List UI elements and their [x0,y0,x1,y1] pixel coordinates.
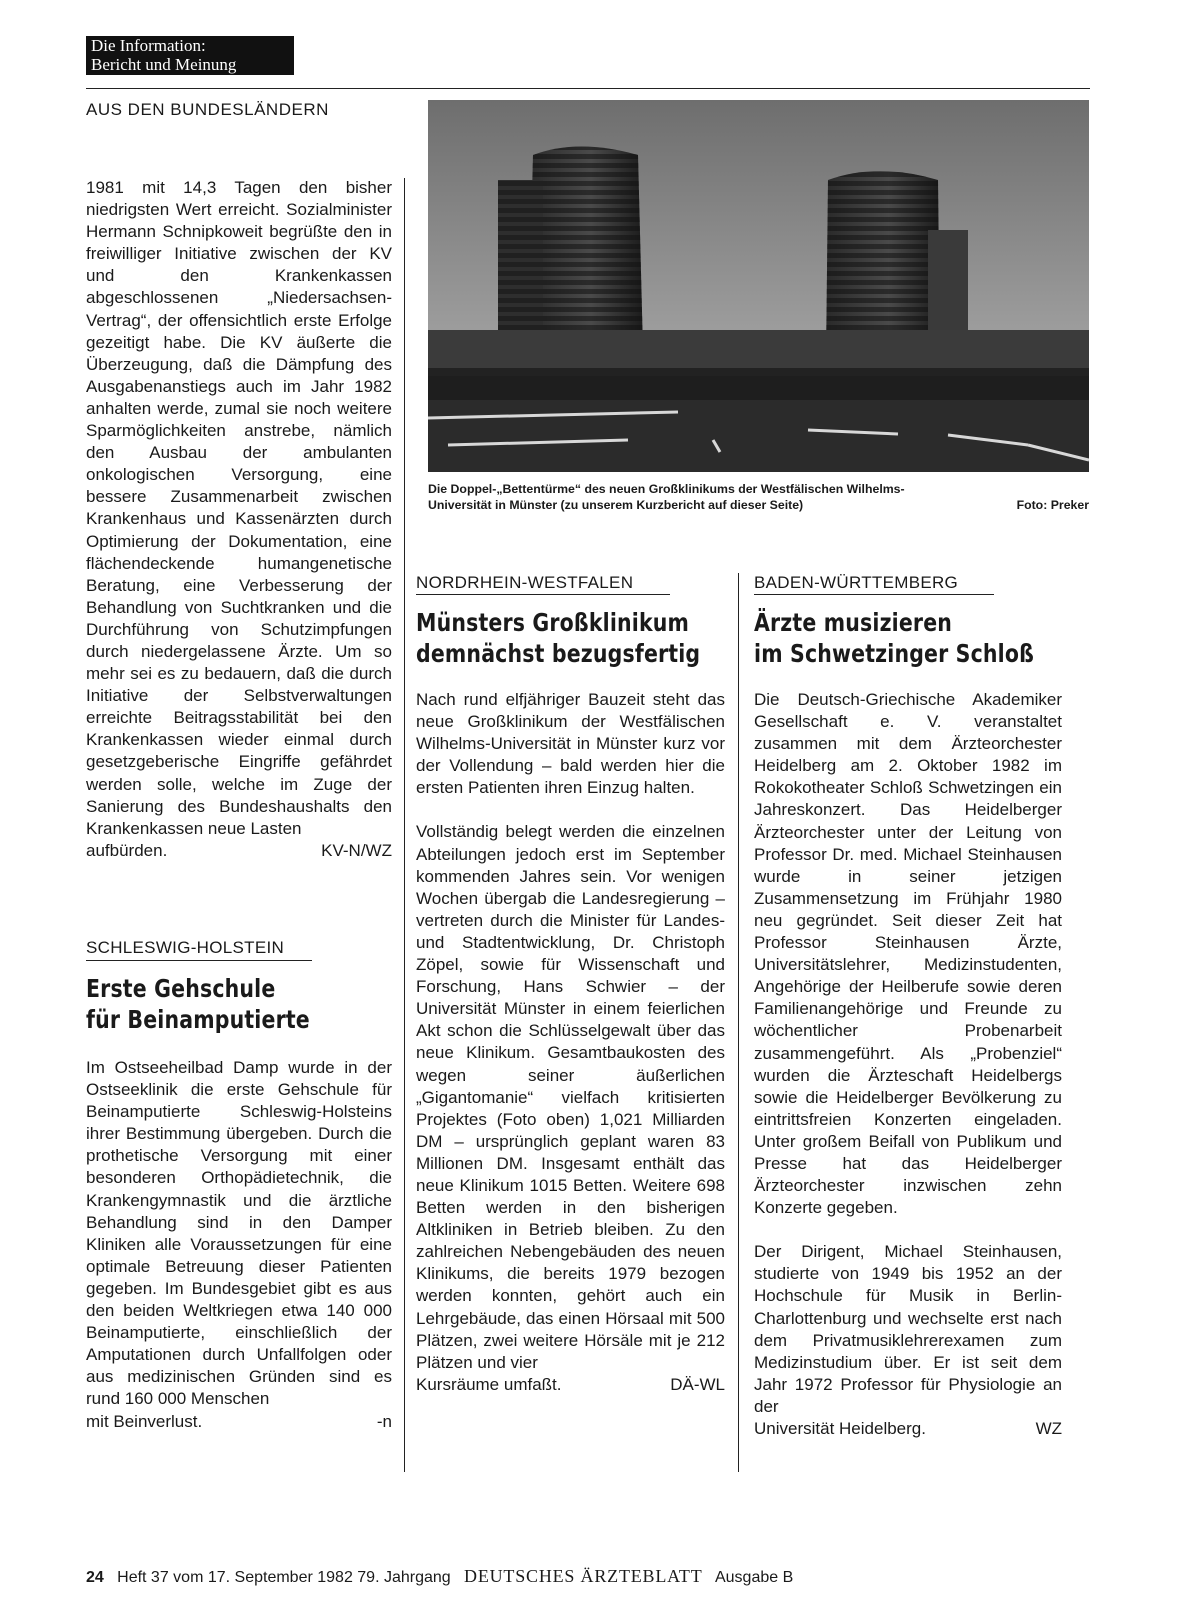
caption-line-1: Die Doppel-„Bettentürme“ des neuen Großklinikums der Westfälischen Wilhelms- [428,482,905,496]
col3-signature-row [754,1418,1062,1440]
kicker-bw: BADEN-WÜRTTEMBERG [754,573,959,592]
headline-gehschule [86,973,310,1035]
banner-line-1: Die Information: [91,36,206,55]
headline-muenster-line-1: Münsters Großklinikum [416,608,690,637]
col3-paragraph-2: Der Dirigent, Michael Steinhausen, studierte von 1949 bis 1952 an der Hochschule für Musik in Berlin-Charlottenburg und wechselte erst nach dem Privatmusiklehrerexamen zum Medizinstudium über. Er ist seit dem Jahr 1972 Professor für Physiologie an der [754,1242,1062,1416]
kicker-rule-2 [416,594,670,595]
section-banner [86,36,294,75]
caption-line-2-row [428,497,1089,513]
col1-paragraph-2: Im Ostseeheilbad Damp wurde in der Ostseeklinik die erste Gehschule für Beinamputierte Schleswig-Holsteins ihrer Bestimmung übergeben. Durch die prothetische Versorgung mit einer besonderen Orthopädietechnik, die Krankengymnastik und die ärztliche Behandlung sind in den Damper Kliniken alle Voraussetzungen für eine optimale Betreuung dieser Patienten gegeben. Im Bundesgebiet gibt es aus den beiden Weltkriegen etwa 140 000 Beinamputierte, einschließlich der Amputationen durch Unfallfolgen oder aus medizinischen Gründen sind es rund 160 000 Menschen [86,1058,392,1409]
col3-signature: WZ [1035,1419,1062,1438]
kicker-nrw: NORDRHEIN-WESTFALEN [416,573,634,592]
col3-paragraph-1: Die Deutsch-Griechische Akademiker Gesellschaft e. V. veranstaltet zusammen mit dem Ärzteorchester Heidelberg am 2. Oktober 1982 im Rokokotheater Schloß Schwetzingen ein Jahreskonzert. Das Heidelberger Ärzteorchester unter der Leitung von Professor Dr. med. Michael Steinhausen wurde in seiner jetzigen Zusammensetzung im Frühjahr 1980 neu gegründet. Seit dieser Zeit hat Professor Steinhausen Ärzte, Universitätslehrer, Medizinstudenten, Angehörige der Heilberufe sowie deren Familienangehörige und Freunde zu wöchentlicher Probenarbeit zusammengeführt. Als „Probenziel“ wurden die Ärzteschaft Heidelbergs sowie die Heidelberger Bevölkerung zu eintrittsfreien Konzerten eingeladen. Unter großem Beifall von Publikum und Presse hat das Heidelberger Ärzteorchester inzwischen zehn Konzerte gegeben. [754,690,1062,1218]
col1-signature-row [86,840,392,862]
headline-aerzte [754,607,1034,669]
column-1 [86,177,392,862]
photo-caption [428,481,1089,513]
column-1-article-2 [86,1057,392,1433]
column-divider-2 [738,573,739,1472]
photo-credit: Foto: Preker [1016,498,1089,512]
caption-line-2: Universität in Münster (zu unserem Kurzbericht auf dieser Seite) [428,498,804,512]
col2-paragraph-1: Nach rund elfjähriger Bauzeit steht das neue Großklinikum der Westfälischen Wilhelms-Universität in Münster kurz vor der Vollendung – bald werden hier die ersten Patienten ihren Einzug halten. [416,690,725,798]
headline-aerzte-line-2: im Schwetzinger Schloß [754,639,1035,668]
kicker-rule-3 [754,594,994,595]
hospital-photo [428,100,1089,472]
col1-signature-row-2 [86,1411,392,1433]
page-footer [86,1566,793,1587]
col3-last-line: Universität Heidelberg. [754,1419,926,1438]
column-3 [754,689,1062,1440]
headline-muenster [416,607,700,669]
headline-aerzte-line-1: Ärzte musizieren [754,608,953,637]
header-rule [86,88,1090,89]
kicker-rule-1 [86,960,312,961]
banner-line-2: Bericht und Meinung [91,55,237,74]
col2-signature-row [416,1374,725,1396]
column-2 [416,689,725,1396]
kicker-schleswig-holstein: SCHLESWIG-HOLSTEIN [86,938,285,957]
col1-signature-2: -n [376,1411,392,1431]
col1-last-line-2: mit Beinverlust. [86,1411,203,1431]
col1-paragraph-1: 1981 mit 14,3 Tagen den bisher niedrigsten Wert erreicht. Sozialminister Hermann Schnipkoweit begrüßte den in freiwilliger Initiative zwischen der KV und den Krankenkassen abgeschlossenen „Niedersachsen-Vertrag“, der offensichtlich erste Erfolge gezeitigt habe. Die KV äußerte die Überzeugung, daß die Dämpfung des Ausgabenanstiegs auch im Jahr 1982 anhalten werde, zumal sie noch weitere Sparmöglichkeiten anstrebe, nämlich den Ausbau der ambulanten onkologischen Versorgung, eine bessere Zusammenarbeit zwischen Krankenhaus und Kassenärzten durch Optimierung der Dokumentation, eine flächendeckende humangenetische Beratung, eine Verbesserung der Behandlung von Suchtkranken und die Durchführung von Schutzimpfungen durch niedergelassene Ärzte. Um so mehr sei es zu bedauern, daß die durch Initiative der Selbstverwaltungen erreichte Beitragsstabilität bei den Krankenkassen wieder einmal durch gesetzgeberische Eingriffe gefährdet werden solle, welche im Zuge der Sanierung des Bundeshaushalts den Krankenkassen neue Lasten [86,178,392,838]
edition: Ausgabe B [714,1569,794,1586]
col1-signature: KV-N/WZ [321,840,392,860]
column-divider-1 [404,178,405,1472]
headline-muenster-line-2: demnächst bezugsfertig [416,639,701,668]
masthead: DEUTSCHES ÄRZTEBLATT [464,1566,703,1586]
col2-paragraph-2: Vollständig belegt werden die einzelnen Abteilungen jedoch erst im September kommenden Jahres sein. Vor wenigen Wochen übergab die Landesregierung – vertreten durch die Minister für Landes- und Stadtentwicklung, Dr. Christoph Zöpel, sowie für Wissenschaft und Forschung, Hans Schwier – der Universität Münster in einem feierlichen Akt schon die Schlüsselgewalt über das neue Klinikum. Gesamtbaukosten des wegen seiner äußerlichen „Gigantomanie“ vielfach kritisierten Projektes (Foto oben) 1,021 Milliarden DM – ursprünglich geplant waren 83 Millionen DM. Insgesamt enthält das neue Klinikum 1015 Betten. Weitere 698 Betten werden in den bisherigen Altkliniken in Betrieb bleiben. Zu den zahlreichen Nebengebäuden des neuen Klinikums, die bereits 1979 bezogen werden konnten, gehört auch ein Lehrgebäude, das einen Hörsaal mit 500 Plätzen, zwei weitere Hörsäle mit je 212 Plätzen und vier [416,822,725,1372]
col1-last-line: aufbürden. [86,840,168,860]
issue-info: Heft 37 vom 17. September 1982 79. Jahrgang [117,1569,451,1586]
section-title: AUS DEN BUNDESLÄNDERN [86,100,329,119]
headline-gehschule-line-1: Erste Gehschule [86,974,276,1003]
col2-last-line: Kursräume umfaßt. [416,1374,562,1394]
page-number: 24 [86,1569,104,1586]
headline-gehschule-line-2: für Beinamputierte [86,1005,310,1034]
col2-signature: DÄ-WL [670,1374,725,1394]
